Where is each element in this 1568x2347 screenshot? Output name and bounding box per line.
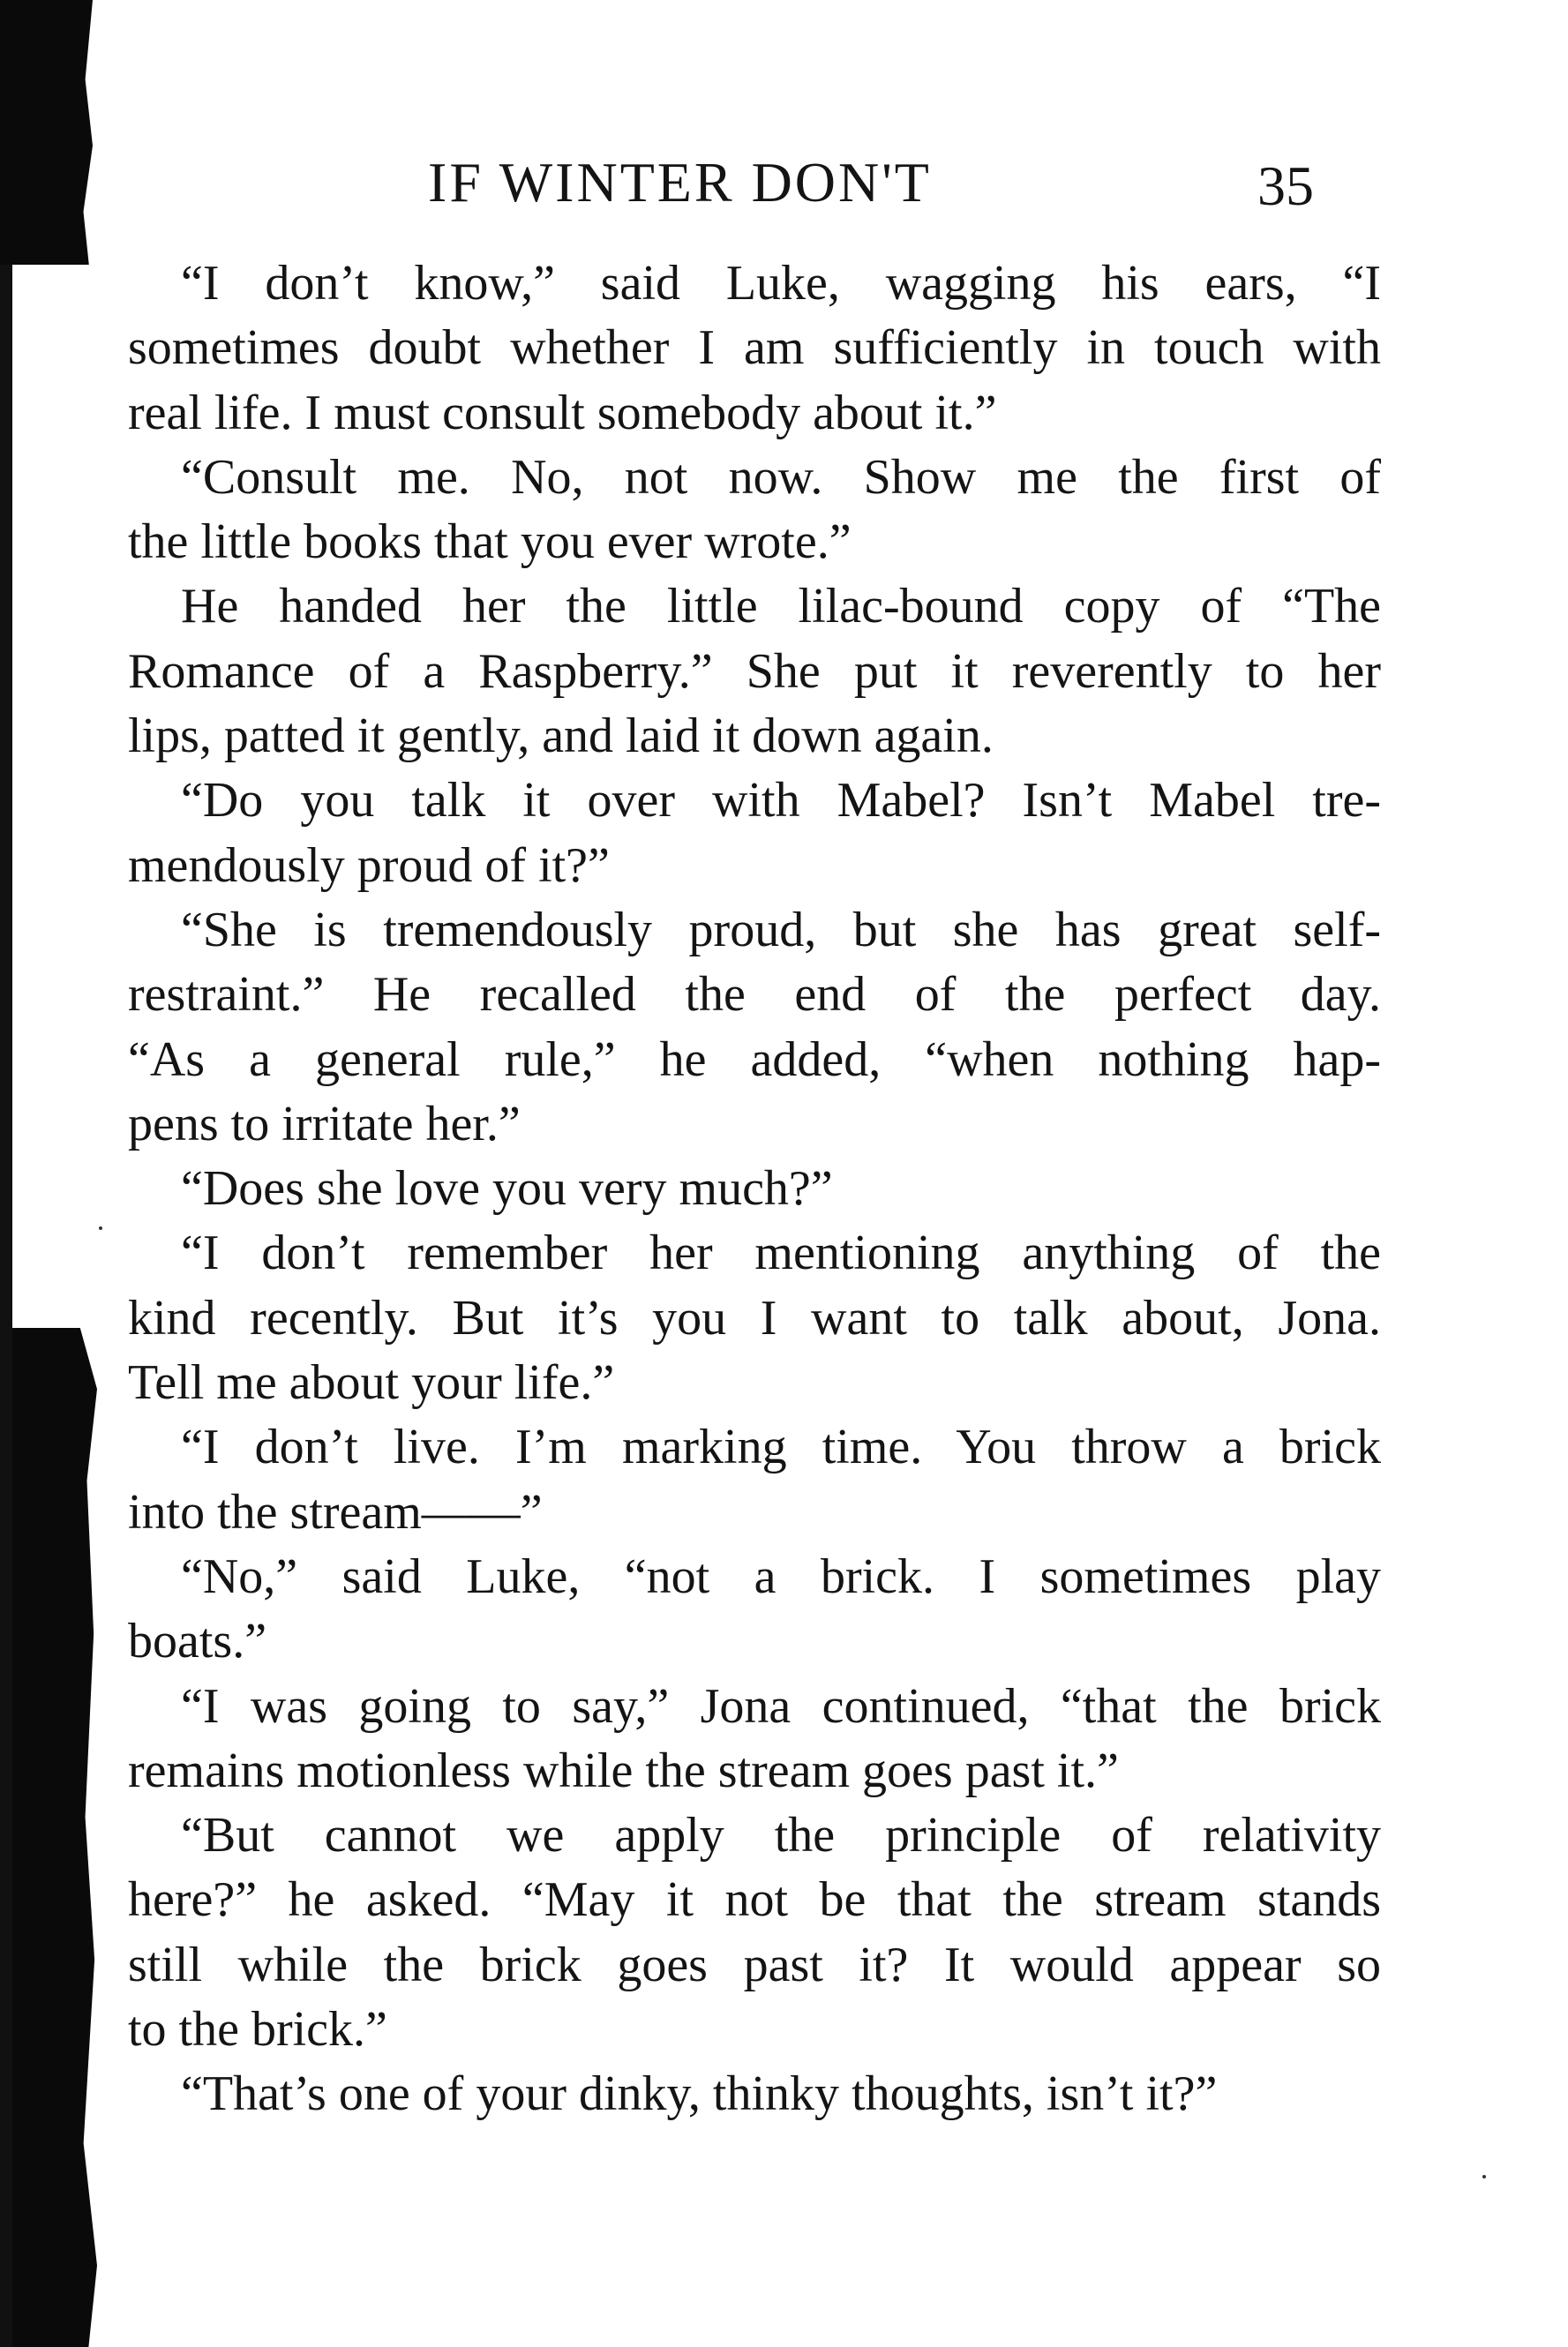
- text-line: “I don’t remember her mentioning anything of the: [181, 1226, 1381, 1281]
- text-line: to the brick.”: [128, 2002, 387, 2058]
- text-line: here?” he asked. “May it not be that the stream stands: [128, 1872, 1381, 1928]
- scan-speck: [1482, 2175, 1486, 2178]
- text-line: lips, patted it gently, and laid it down again.: [128, 709, 994, 764]
- text-line: remains motionless while the stream goes past it.”: [128, 1743, 1119, 1798]
- text-line: into the stream——”: [128, 1484, 543, 1540]
- body-text: [128, 251, 1381, 2127]
- text-line: kind recently. But it’s you I want to talk about, Jona.: [128, 1290, 1381, 1346]
- scan-edge-line: [0, 265, 12, 2347]
- scan-edge-shadow-bottom: [12, 1328, 97, 2347]
- text-line: “I don’t live. I’m marking time. You throw a brick: [181, 1420, 1381, 1475]
- text-line: still while the brick goes past it? It would appear so: [128, 1937, 1381, 1992]
- page-header: [0, 150, 1568, 229]
- text-line: the little books that you ever wrote.”: [128, 514, 852, 570]
- text-line: restraint.” He recalled the end of the perfect day.: [128, 967, 1381, 1023]
- text-line: “I don’t know,” said Luke, wagging his ears, “I: [181, 256, 1381, 311]
- text-line: boats.”: [128, 1614, 267, 1669]
- text-line: “Consult me. No, not now. Show me the first of: [181, 449, 1381, 505]
- text-line: “But cannot we apply the principle of relativity: [181, 1808, 1381, 1863]
- text-line: Tell me about your life.”: [128, 1355, 615, 1411]
- text-line: He handed her the little lilac-bound copy of “The: [181, 579, 1381, 634]
- text-line: mendously proud of it?”: [128, 837, 610, 893]
- text-line: “No,” said Luke, “not a brick. I sometimes play: [181, 1548, 1381, 1604]
- text-line: “She is tremendously proud, but she has great self-: [181, 902, 1381, 957]
- text-line: sometimes doubt whether I am sufficiently in touch with: [128, 320, 1381, 376]
- text-line: “I was going to say,” Jona continued, “that the brick: [181, 1678, 1381, 1734]
- text-line: “That’s one of your dinky, thinky thoughts, isn’t it?”: [181, 2066, 1218, 2122]
- page-number: 35: [1257, 154, 1314, 217]
- text-line: real life. I must consult somebody about it.”: [128, 385, 997, 440]
- running-title: IF WINTER DON'T: [428, 151, 932, 214]
- text-line: pens to irritate her.”: [128, 1096, 521, 1151]
- text-line: “As a general rule,” he added, “when nothing hap-: [128, 1031, 1381, 1087]
- scan-speck: [99, 1226, 102, 1230]
- text-line: “Do you talk it over with Mabel? Isn’t Mabel tre-: [181, 773, 1381, 829]
- text-line: Romance of a Raspberry.” She put it reverently to her: [128, 643, 1381, 699]
- text-line: “Does she love you very much?”: [181, 1161, 833, 1217]
